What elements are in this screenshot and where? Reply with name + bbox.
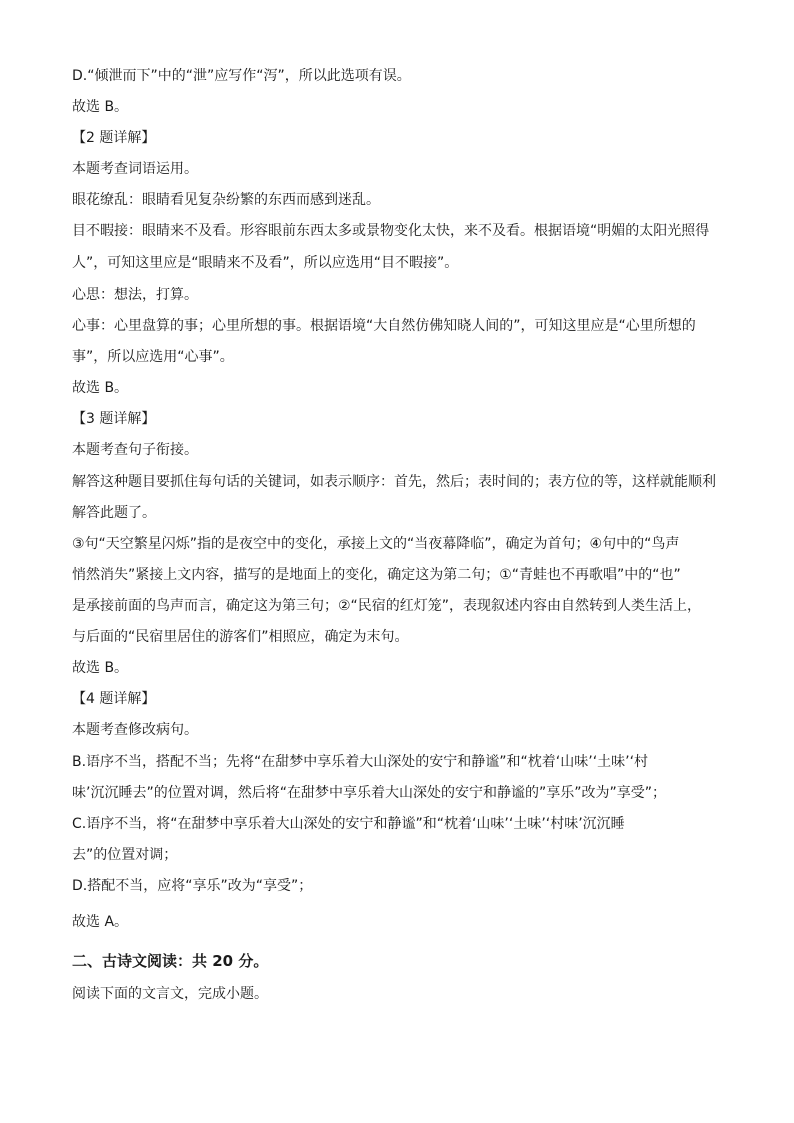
answer-conclusion: 故选 B。	[72, 660, 129, 676]
option-c-explanation-continued: 去”的位置对调；	[72, 847, 178, 863]
section-heading-q2: 【2 题详解】	[72, 130, 156, 146]
paragraph-line-continued: 与后面的“民宿里居住的游客们”相照应，确定为末句。	[72, 629, 409, 645]
answer-conclusion: 故选 A。	[72, 914, 129, 930]
definition-line: 心事：心里盘算的事；心里所想的事。根据语境“大自然仿佛知晓人间的”，可知这里应是“心里所想的	[72, 318, 696, 334]
option-b-explanation: B.语序不当，搭配不当；先将“在甜梦中享乐着大山深处的安宁和静谧”和“枕着‘山味’‘土味’‘村	[72, 754, 649, 770]
reading-instruction: 阅读下面的文言文，完成小题。	[72, 986, 268, 1002]
paragraph-line-continued: 悄然消失”紧接上文内容，描写的是地面上的变化，确定这为第二句；①“青蛙也不再歌唱”中的“也”	[72, 567, 681, 583]
paragraph-line-continued: 是承接前面的鸟声而言，确定这为第三句；②“民宿的红灯笼”，表现叙述内容由自然转到人类生活上，	[72, 598, 702, 614]
paragraph-line-continued: 解答此题了。	[72, 505, 156, 521]
definition-line-continued: 事”，所以应选用“心事”。	[72, 349, 234, 365]
option-d-explanation: D.搭配不当，应将“享乐”改为“享受”；	[72, 878, 313, 894]
topic-line: 本题考查修改病句。	[72, 722, 198, 738]
definition-line: 眼花缭乱：眼睛看见复杂纷繁的东西而感到迷乱。	[72, 192, 380, 208]
option-b-explanation-continued: 味’沉沉睡去”的位置对调，然后将“在甜梦中享乐着大山深处的安宁和静谧的”享乐”改为”享受”；	[72, 785, 666, 801]
topic-line: 本题考查词语运用。	[72, 161, 198, 177]
definition-line: 心思：想法，打算。	[72, 287, 198, 303]
definition-line: 目不暇接：眼睛来不及看。形容眼前东西太多或景物变化太快，来不及看。根据语境“明媚的太阳光照得	[72, 223, 710, 239]
answer-conclusion: 故选 B。	[72, 99, 129, 115]
paragraph-line: ③句“天空繁星闪烁”指的是夜空中的变化，承接上文的“当夜幕降临”，确定为首句；④句中的“鸟声	[72, 536, 680, 552]
part-two-heading: 二、古诗文阅读：共 20 分。	[72, 952, 269, 970]
paragraph-line: 解答这种题目要抓住每句话的关键词，如表示顺序：首先，然后；表时间的；表方位的等，这样就能顺利	[72, 474, 716, 490]
section-heading-q3: 【3 题详解】	[72, 411, 156, 427]
answer-d-explanation: D.“倾泄而下”中的“泄”应写作“泻”，所以此选项有误。	[72, 68, 411, 84]
option-c-explanation: C.语序不当，将“在甜梦中享乐着大山深处的安宁和静谧”和“枕着‘山味’‘土味’‘村味’沉沉睡	[72, 816, 625, 832]
definition-line-continued: 人”，可知这里应是“眼睛来不及看”，所以应选用“目不暇接”。	[72, 255, 459, 271]
section-heading-q4: 【4 题详解】	[72, 691, 156, 707]
answer-conclusion: 故选 B。	[72, 380, 129, 396]
topic-line: 本题考查句子衔接。	[72, 442, 198, 458]
